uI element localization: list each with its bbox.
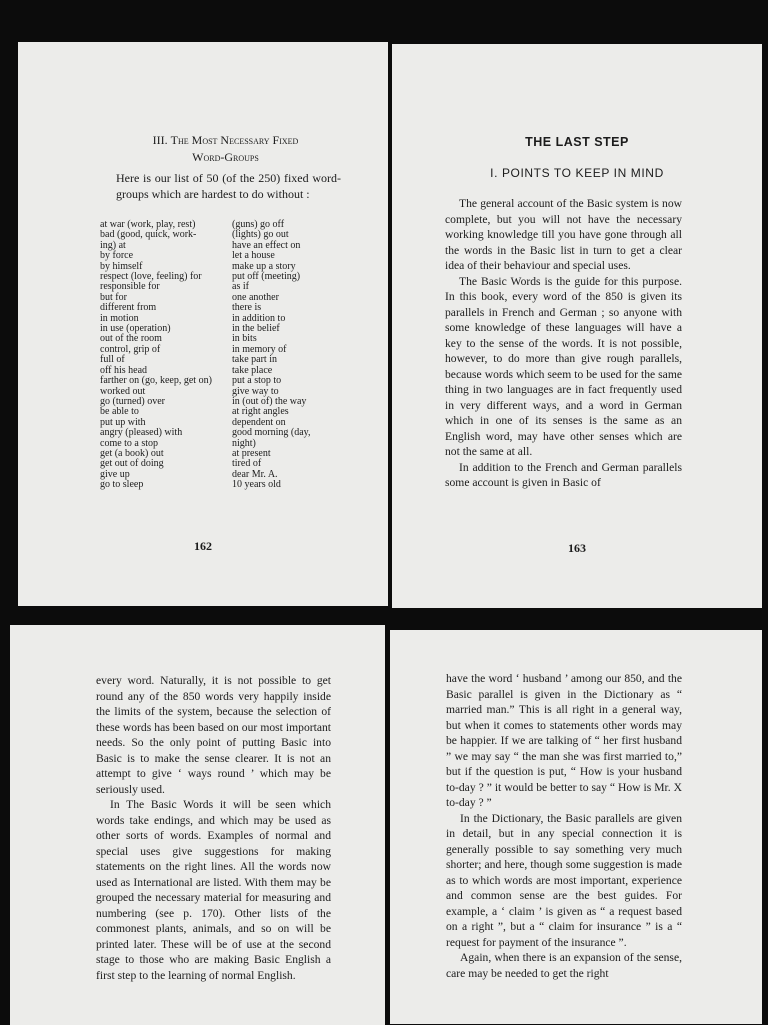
word-group-list: [100, 220, 370, 491]
section-subhead: I. POINTS TO KEEP IN MIND: [490, 166, 664, 180]
paragraph: every word. Naturally, it is not possible to get round any of the 850 words very happily inside the limits of the system, because the selection of these words has been based on our most important needs. So the only point of putting Basic into Basic is to make the sense clearer. It is not an attempt to give ‘ ways round ’ which may be seriously used.: [96, 674, 331, 796]
word-group-item: go (turned) over: [100, 395, 165, 407]
word-group-item: have an effect on: [232, 239, 301, 251]
word-group-item: (lights) go out: [232, 229, 289, 241]
word-group-item: take place: [232, 364, 273, 376]
word-group-item: in motion: [100, 312, 139, 324]
word-group-item: get (a book) out: [100, 447, 164, 459]
body-text: [445, 196, 682, 491]
page-number: 163: [568, 541, 586, 555]
section-heading: [113, 132, 338, 166]
word-group-item: in the belief: [232, 323, 280, 335]
word-group-item: in memory of: [232, 343, 287, 355]
word-group-item: at present: [232, 447, 271, 459]
word-group-item: full of: [100, 354, 125, 366]
word-group-item: (guns) go off: [232, 219, 285, 230]
word-group-item: 10 years old: [232, 479, 281, 491]
word-group-item: out of the room: [100, 333, 162, 345]
word-group-row: [100, 376, 370, 386]
word-group-item: but for: [100, 291, 127, 303]
word-group-item: by force: [100, 250, 134, 262]
paragraph: In The Basic Words it will be seen which words take endings, and which may be used as other sorts of words. Examples of normal and special uses give suggestions for making statements on the right lines. All the words now used as International are listed. With them may be grouped the necessary material for measuring and numbering (see p. 170). Other lists of the commonest plants, animals, and so on will be printed later. These will be of use at the second stage to those who are making Basic English a first step to the learning of normal English.: [96, 798, 331, 982]
paragraph: have the word ‘ husband ’ among our 850, and the Basic parallel is given in the Dictionary as “ married man.” This is all right in a general way, but when it comes to statements other words may be happier. If we are talking of “ her first husband ” we may say “ the man she was first married to,” but if the question is put, “ How is your husband to-day ? ” it would be better to say “ How is Mr. X to-day ? ”: [446, 672, 682, 809]
word-group-item: angry (pleased) with: [100, 427, 183, 439]
page-165: [390, 630, 762, 1024]
section-number: III.: [152, 133, 168, 147]
page-163: [392, 44, 762, 608]
word-group-item: in addition to: [232, 312, 286, 324]
word-group-item: one another: [232, 291, 279, 303]
word-group-item: bad (good, quick, work-: [100, 229, 197, 241]
word-group-item: give up: [100, 468, 130, 480]
word-group-item: in (out of) the way: [232, 395, 307, 407]
word-group-item: farther on (go, keep, get on): [100, 375, 212, 387]
word-group-row: [100, 480, 370, 490]
word-group-item: worked out: [100, 385, 146, 397]
paragraph: Again, when there is an expansion of the sense, care may be needed to get the right: [446, 951, 682, 980]
word-group-item: good morning (day,: [232, 427, 311, 439]
word-group-item: dependent on: [232, 416, 286, 428]
word-group-item: take part in: [232, 354, 277, 366]
paragraph: In the Dictionary, the Basic parallels are given in detail, but in any special connection it is generally possible to say something very much shorter; and here, though some suggestion is made as to which words are most important, experience and common sense are the best guides. For example, a ‘ claim ’ is given as “ a request based on a right ”, but a “ claim for insurance ” is a “ request for payment of the insurance ”.: [446, 811, 682, 949]
word-group-item: make up a story: [232, 260, 296, 272]
word-group-item: off his head: [100, 364, 148, 376]
word-group-item: be able to: [100, 406, 139, 418]
word-group-item: different from: [100, 302, 157, 314]
word-group-item: let a house: [232, 250, 275, 262]
word-group-item: come to a stop: [100, 437, 159, 449]
word-group-item: get out of doing: [100, 458, 164, 470]
word-group-item: ing) at: [100, 239, 126, 251]
word-group-item: at right angles: [232, 406, 289, 418]
body-text: [446, 671, 682, 981]
word-group-item: by himself: [100, 260, 143, 272]
paragraph: The general account of the Basic system is now complete, but you will not have the necessary working knowledge till you have gone through all the words in the Basic list in turn to get a clear idea of their behaviour and special uses.: [445, 197, 682, 272]
word-group-item: in use (operation): [100, 323, 171, 335]
word-group-item: as if: [232, 281, 249, 293]
word-group-item: put off (meeting): [232, 271, 301, 283]
word-group-item: go to sleep: [100, 479, 144, 491]
word-group-item: in bits: [232, 333, 257, 345]
word-group-item: at war (work, play, rest): [100, 219, 196, 230]
word-group-item: dear Mr. A.: [232, 468, 278, 480]
paragraph: The Basic Words is the guide for this purpose. In this book, every word of the 850 is given its parallels in French and German ; so anyone with some knowledge of these languages will have a key to the sense of the words. It is not possible, however, to do more than give rough parallels, because words which seem to be used for the same thing in two languages are in fact frequently used in very different ways, and a word in German which in one of its senses is the same as an English word, may have other senses which are not the same at all.: [445, 274, 682, 458]
word-group-item: give way to: [232, 385, 279, 397]
word-group-row: [100, 428, 370, 438]
body-text: [96, 673, 331, 983]
section-title-line2: Word-Groups: [192, 150, 259, 164]
page-number: 162: [194, 539, 212, 553]
page-162: [18, 42, 388, 606]
word-group-item: there is: [232, 302, 262, 314]
chapter-title: THE LAST STEP: [525, 135, 629, 149]
page-164: [10, 625, 385, 1025]
paragraph: In addition to the French and German parallels some account is given in Basic of: [445, 460, 682, 489]
word-group-item: respect (love, feeling) for: [100, 271, 202, 283]
word-group-item: night): [232, 437, 256, 449]
section-title-line1: The Most Necessary Fixed: [170, 133, 299, 147]
word-group-item: control, grip of: [100, 343, 161, 355]
intro-text: Here is our list of 50 (of the 250) fixed word-groups which are hardest to do without :: [116, 171, 341, 201]
word-group-item: responsible for: [100, 281, 160, 293]
word-group-item: put a stop to: [232, 375, 282, 387]
word-group-item: put up with: [100, 416, 146, 428]
word-group-item: tired of: [232, 458, 262, 470]
